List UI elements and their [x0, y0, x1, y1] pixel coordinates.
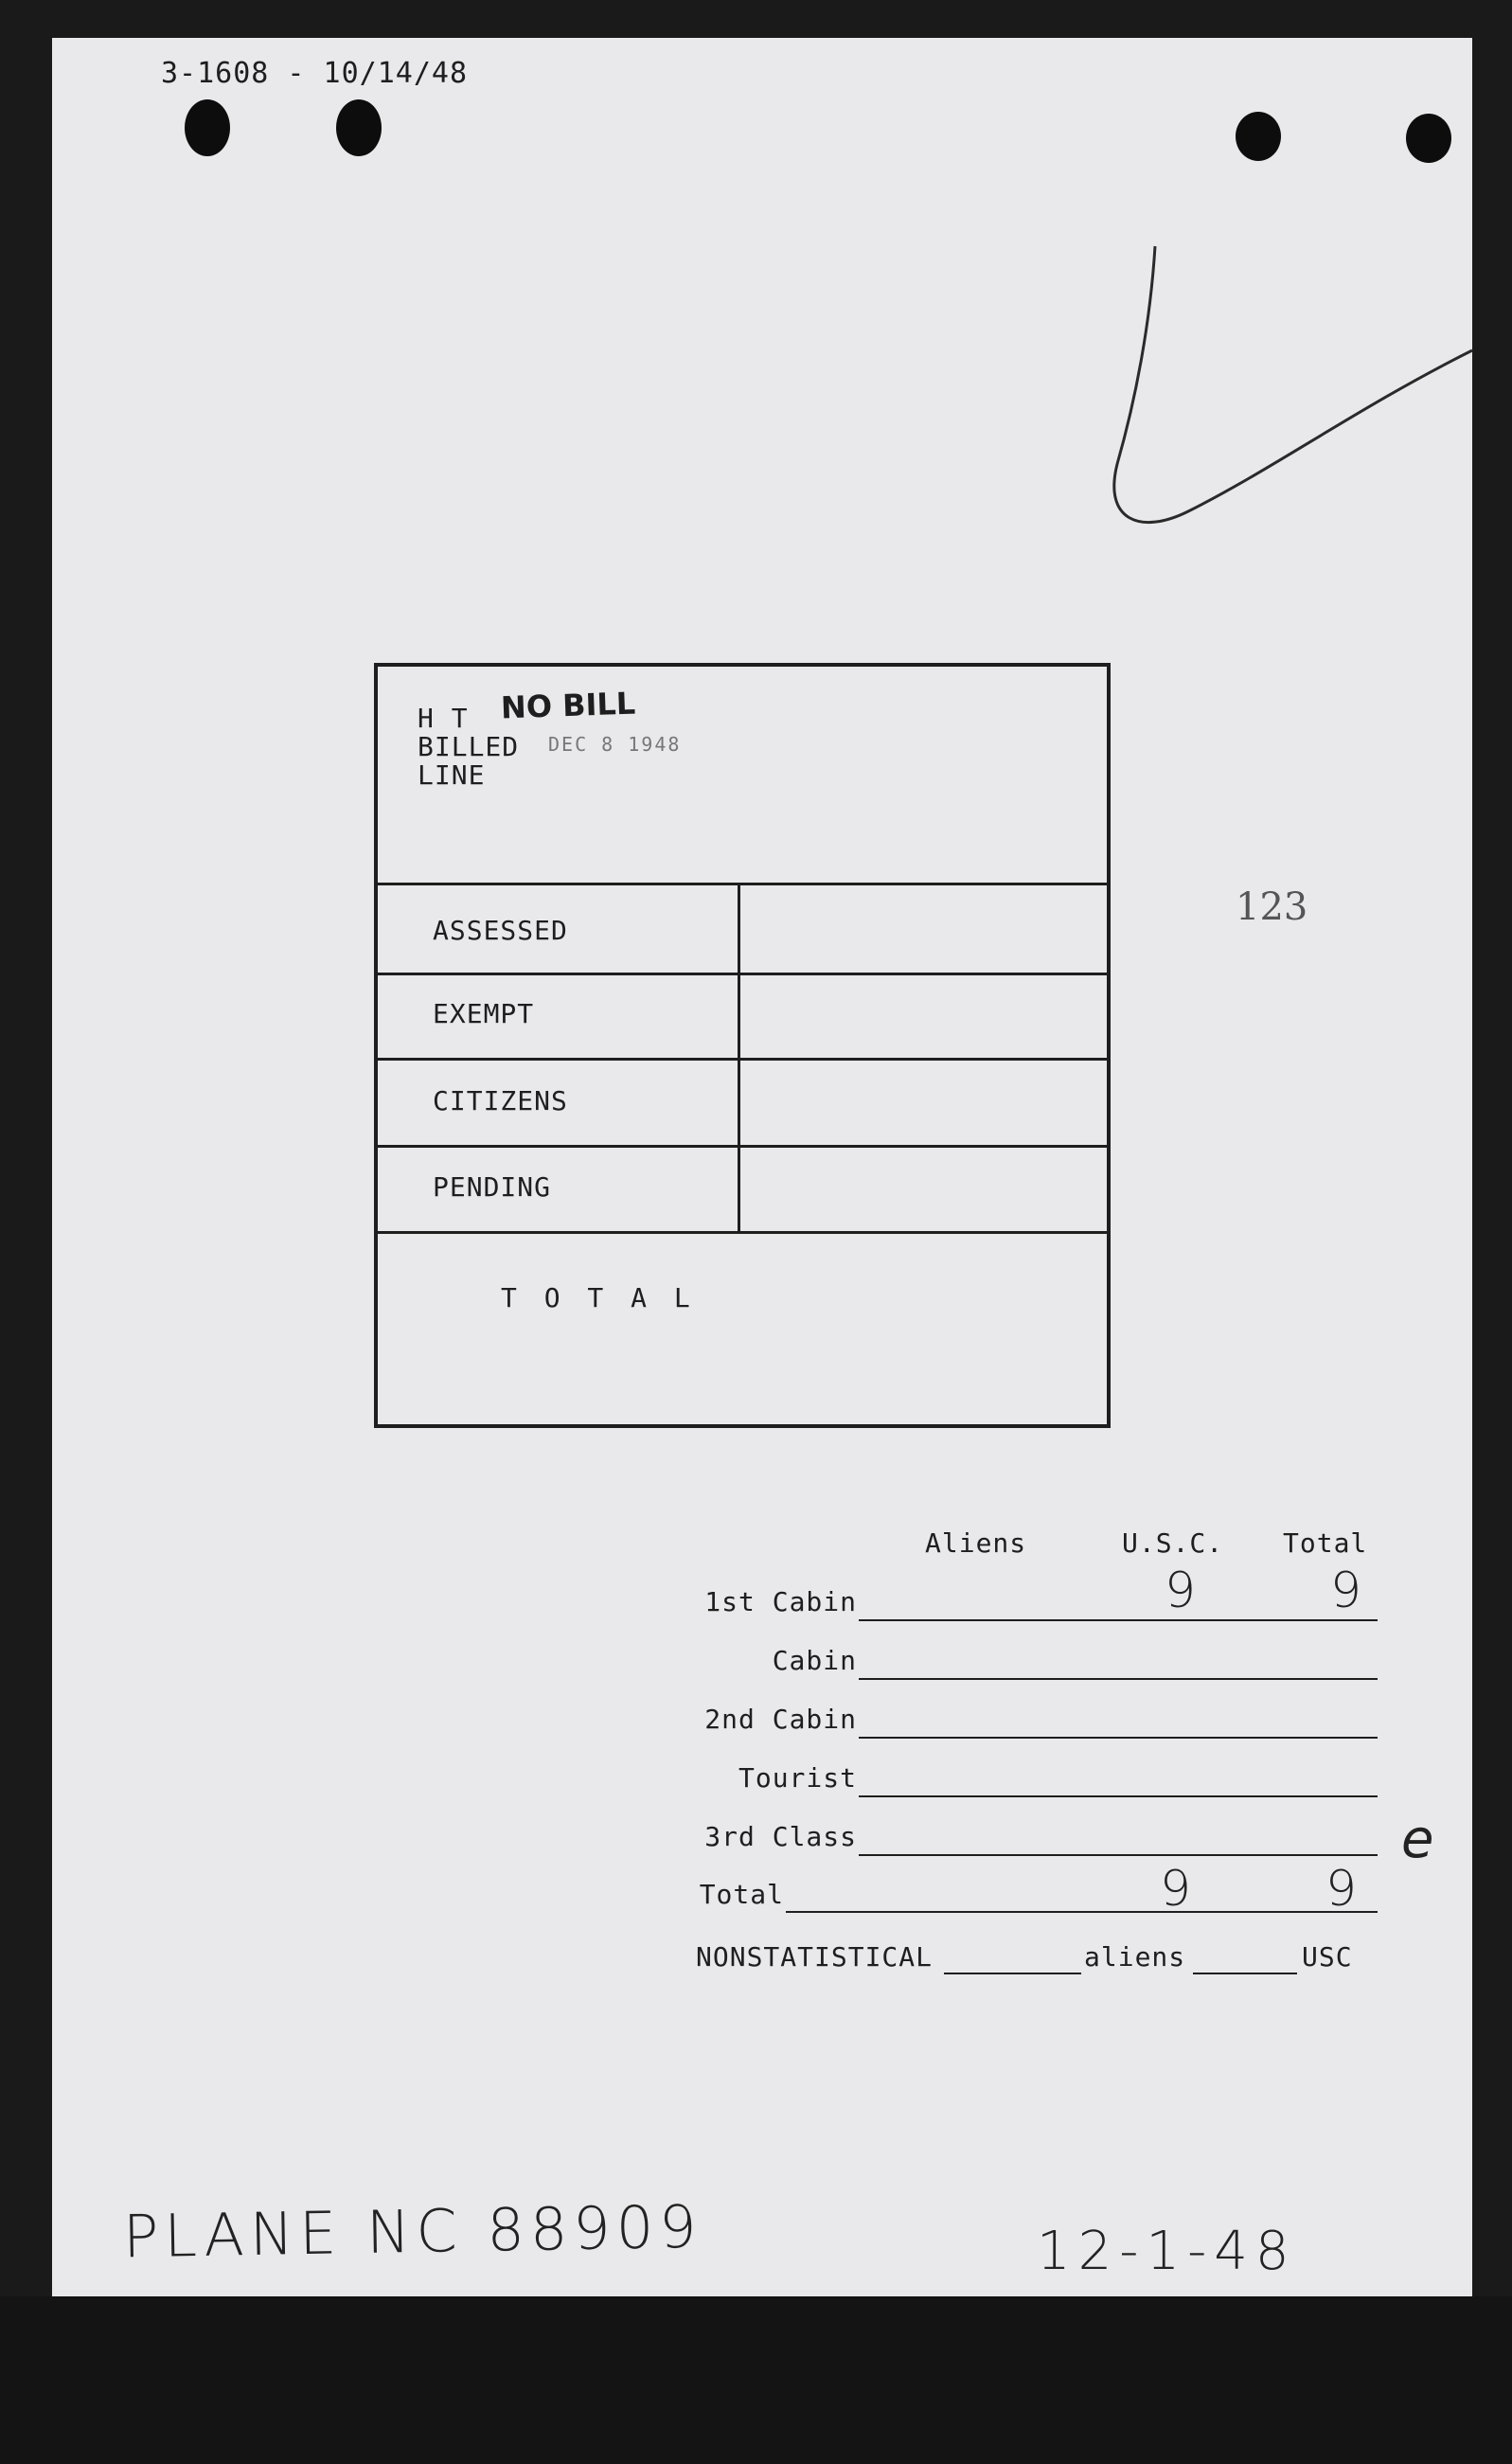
row-line — [859, 1737, 1378, 1739]
divider — [378, 973, 1107, 975]
row-label-3rd-class: 3rd Class — [704, 1821, 857, 1852]
aliens-word: aliens — [1084, 1941, 1186, 1973]
scan-border — [0, 2296, 1512, 2464]
punch-hole — [1236, 112, 1281, 161]
form-number: 3-1608 - 10/14/48 — [161, 57, 469, 90]
row-label-2nd-cabin: 2nd Cabin — [704, 1704, 857, 1735]
row-label-tourist: Tourist — [738, 1762, 857, 1794]
row-line — [786, 1911, 1378, 1913]
assessed-label: ASSESSED — [433, 915, 568, 946]
divider — [378, 883, 1107, 885]
document-page — [52, 38, 1472, 2296]
date-handwriting: 12-1-48 — [1037, 2221, 1297, 2282]
nonstatistical-usc-line — [1193, 1973, 1297, 1974]
total-value-1st-cabin: 9 — [1330, 1562, 1362, 1619]
row-line — [859, 1619, 1378, 1621]
total-value-total: 9 — [1325, 1861, 1358, 1918]
divider — [378, 1231, 1107, 1234]
margin-mark: e — [1401, 1809, 1434, 1870]
check-mark — [1046, 208, 1482, 587]
usc-column-header: U.S.C. — [1122, 1527, 1224, 1559]
usc-value-1st-cabin: 9 — [1165, 1562, 1197, 1619]
nonstatistical-label: NONSTATISTICAL — [696, 1941, 934, 1973]
row-label-cabin: Cabin — [772, 1645, 857, 1676]
aliens-column-header: Aliens — [925, 1527, 1027, 1559]
row-line — [859, 1795, 1378, 1797]
row-line — [859, 1678, 1378, 1680]
billed-date-stamp: DEC 8 1948 — [548, 733, 682, 756]
plane-number-handwriting: PLANE NC 88909 — [122, 2191, 703, 2272]
side-number: 123 — [1236, 885, 1308, 929]
punch-hole — [185, 99, 230, 156]
divider — [378, 1145, 1107, 1148]
citizens-label: CITIZENS — [433, 1085, 568, 1116]
total-column-header: Total — [1283, 1527, 1368, 1559]
nonstatistical-aliens-line — [944, 1973, 1081, 1974]
usc-value-total: 9 — [1160, 1861, 1192, 1918]
column-divider — [738, 883, 740, 1231]
total-label: T O T A L — [501, 1282, 696, 1313]
line-label: LINE — [418, 759, 486, 791]
divider — [378, 1058, 1107, 1061]
ht-label: H T — [418, 703, 469, 734]
billed-label: BILLED — [418, 731, 520, 762]
usc-word: USC — [1302, 1941, 1353, 1973]
billing-stamp-box — [374, 663, 1111, 1428]
no-bill-stamp: NO BILL — [500, 685, 636, 726]
exempt-label: EXEMPT — [433, 998, 535, 1029]
punch-hole — [336, 99, 382, 156]
row-line — [859, 1854, 1378, 1856]
row-label-1st-cabin: 1st Cabin — [704, 1586, 857, 1617]
pending-label: PENDING — [433, 1171, 552, 1203]
punch-hole — [1406, 114, 1451, 163]
row-label-total: Total — [699, 1879, 784, 1910]
